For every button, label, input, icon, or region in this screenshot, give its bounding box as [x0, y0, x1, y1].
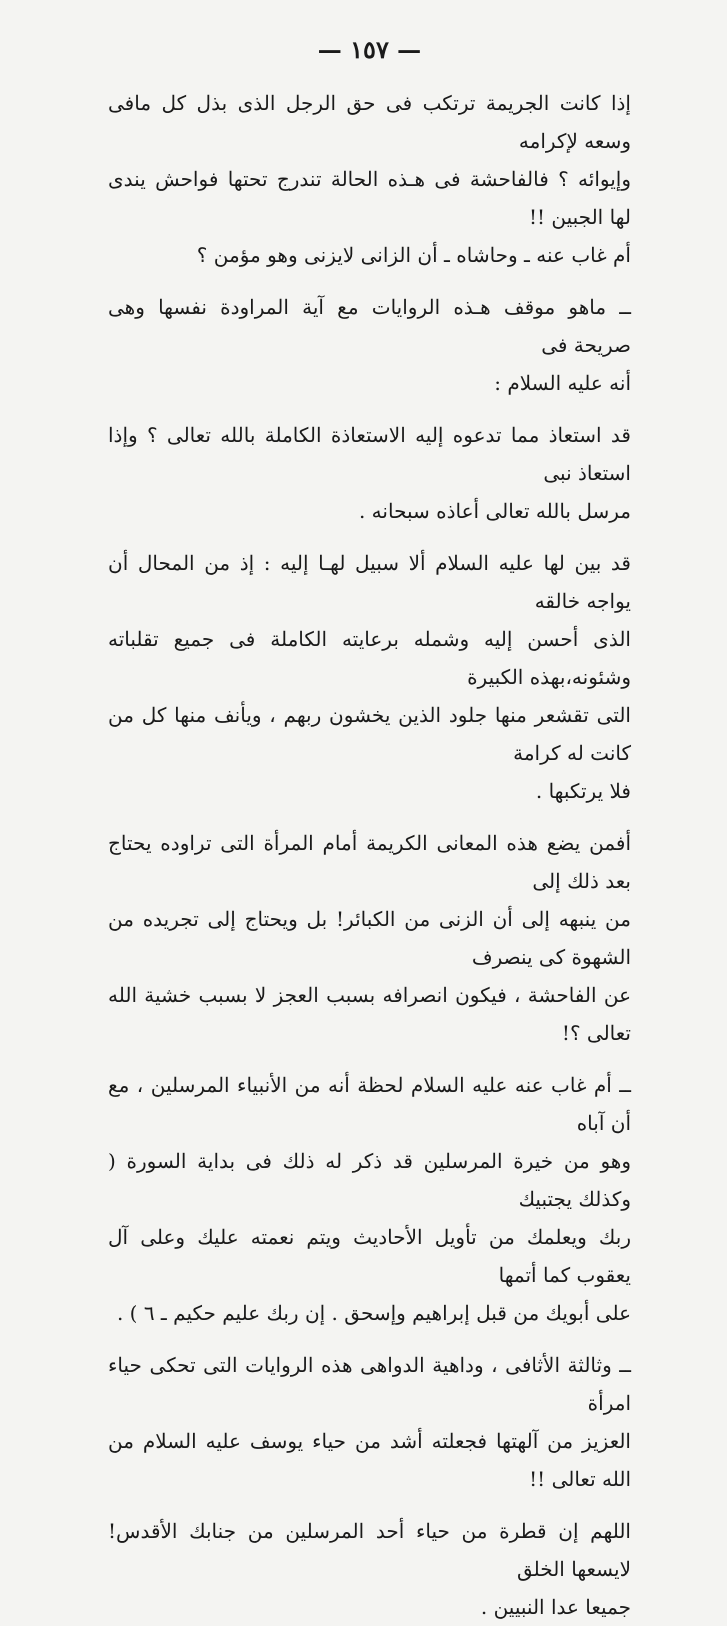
text-line: الذى أحسن إليه وشمله برعايته الكاملة فى جميع تقلباته وشئونه،بهذه الكبيرة [108, 627, 631, 689]
text-line: ــ أم غاب عنه عليه السلام لحظة أنه من الأنبياء المرسلين ، مع أن آباه [108, 1073, 631, 1135]
text-line: العزيز من آلهتها فجعلته أشد من حياء يوسف عليه السلام من الله تعالى !! [108, 1429, 631, 1491]
paragraph-8 [108, 1512, 631, 1626]
paragraph-1 [108, 84, 631, 274]
text-line: وهو من خيرة المرسلين قد ذكر له ذلك فى بداية السورة ( وكذلك يجتبيك [108, 1149, 631, 1211]
paragraph-3 [108, 416, 631, 530]
text-line: قد بين لها عليه السلام ألا سبيل لهـا إليه : إذ من المحال أن يواجه خالقه [108, 551, 631, 613]
text-line: على أبويك من قبل إبراهيم وإسحق . إن ربك عليم حكيم ـ ٦ ) . [116, 1301, 631, 1325]
text-line: أنه عليه السلام : [494, 371, 631, 395]
text-line: التى تقشعر منها جلود الذين يخشون ربهم ، ويأنف منها كل من كانت له كرامة [108, 703, 631, 765]
text-line: أم غاب عنه ـ وحاشاه ـ أن الزانى لايزنى وهو مؤمن ؟ [196, 243, 631, 267]
text-line: قد استعاذ مما تدعوه إليه الاستعاذة الكاملة بالله تعالى ؟ وإذا استعاذ نبى [108, 423, 631, 485]
text-line: ربك ويعلمك من تأويل الأحاديث ويتم نعمته عليك وعلى آل يعقوب كما أتمها [108, 1225, 631, 1287]
text-line: أفمن يضع هذه المعانى الكريمة أمام المرأة التى تراوده يحتاج بعد ذلك إلى [108, 831, 631, 893]
paragraph-2 [108, 288, 631, 402]
text-line: ــ وثالثة الأثافى ، وداهية الدواهى هذه الروايات التى تحكى حياء امرأة [108, 1353, 631, 1415]
page-number: — ١٥٧ — [317, 35, 422, 64]
text-line: ــ ماهو موقف هـذه الروايات مع آية المراودة نفسها وهى صريحة فى [108, 295, 631, 357]
paragraph-7 [108, 1346, 631, 1498]
text-line: مرسل بالله تعالى أعاذه سبحانه . [358, 499, 631, 523]
text-line: اللهم إن قطرة من حياء أحد المرسلين من جنابك الأقدس! لايسعها الخلق [108, 1519, 631, 1581]
text-line: من ينبهه إلى أن الزنى من الكبائر! بل ويحتاج إلى تجريده من الشهوة كى ينصرف [108, 907, 631, 969]
text-line: إذا كانت الجريمة ترتكب فى حق الرجل الذى بذل كل مافى وسعه لإكرامه [108, 91, 631, 153]
text-line: جميعا عدا النبيين . [480, 1595, 631, 1619]
text-line: عن الفاحشة ، فيكون انصرافه بسبب العجز لا بسبب خشية الله تعالى ؟! [108, 983, 631, 1045]
paragraph-4 [108, 544, 631, 810]
paragraph-6 [108, 1066, 631, 1332]
paragraph-5 [108, 824, 631, 1052]
text-line: وإيوائه ؟ فالفاحشة فى هـذه الحالة تندرج تحتها فواحش يندى لها الجبين !! [108, 167, 631, 229]
text-line: فلا يرتكبها . [535, 779, 631, 803]
